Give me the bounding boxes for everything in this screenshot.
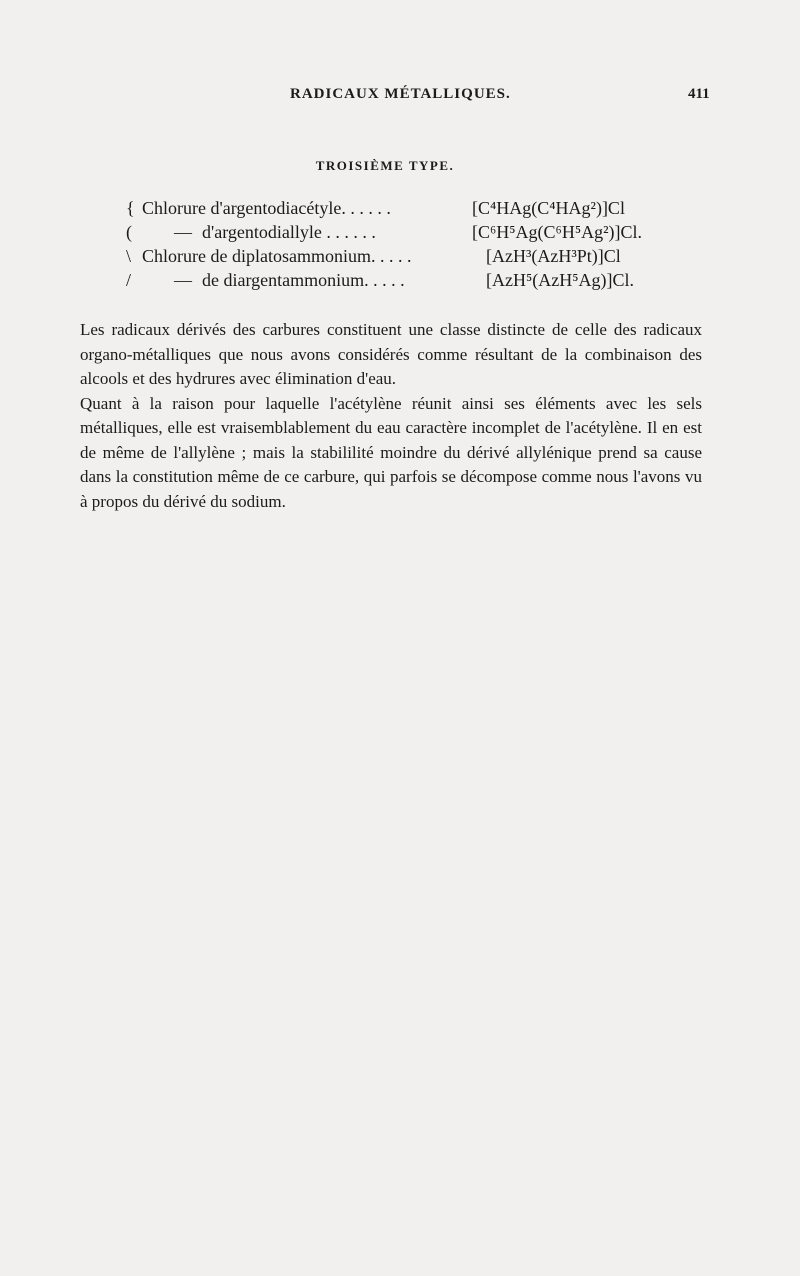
brace-mark: (: [126, 222, 132, 242]
brace-mark: {: [126, 198, 135, 218]
compound-name: de diargentammonium. . . . .: [202, 270, 405, 290]
section-title: TROISIÈME TYPE.: [315, 158, 455, 173]
formula-row: [126, 244, 686, 268]
page-number: 411: [688, 86, 710, 102]
paragraph: Quant à la raison pour laquelle l'acétylène réunit ainsi ses éléments avec les sels métalliques, elle est vraisemblablement du eau caractère incomplet de l'acétylène. Il en est de même de l'allylène ; mais la stabililité moindre du dérivé allylénique prend sa cause dans la constitution même de ce carbure, qui parfois se décompose comme nous l'avons vu à propos du dérivé du sodium.: [80, 393, 702, 511]
compound-name: d'argentodiallyle . . . . . .: [202, 222, 376, 242]
compound-formula: [AzH³(AzH³Pt)]Cl: [486, 246, 621, 266]
ditto-dash: —: [174, 222, 192, 242]
compound-name: Chlorure de diplatosammonium. . . . .: [142, 246, 412, 266]
brace-mark: /: [126, 270, 132, 290]
compound-formula: [C⁶H⁵Ag(C⁶H⁵Ag²)]Cl.: [472, 222, 642, 242]
compound-name: Chlorure d'argentodiacétyle. . . . . .: [142, 198, 391, 218]
brace-mark: \: [126, 246, 132, 266]
paragraph: Les radicaux dérivés des carbures constituent une classe distincte de celle des radicaux organo-métalliques que nous avons considérés comme résultant de la combinaison des alcools et des hydrures avec élimination d'eau.: [80, 320, 702, 388]
formula-row: [126, 268, 686, 292]
formula-list: [126, 196, 686, 292]
running-title: RADICAUX MÉTALLIQUES.: [290, 86, 511, 102]
ditto-dash: —: [174, 270, 192, 290]
compound-formula: [C⁴HAg(C⁴HAg²)]Cl: [472, 198, 625, 218]
formula-row: [126, 196, 686, 220]
compound-formula: [AzH⁵(AzH⁵Ag)]Cl.: [486, 270, 635, 290]
formula-row: [126, 220, 686, 244]
body-text: [80, 318, 702, 514]
